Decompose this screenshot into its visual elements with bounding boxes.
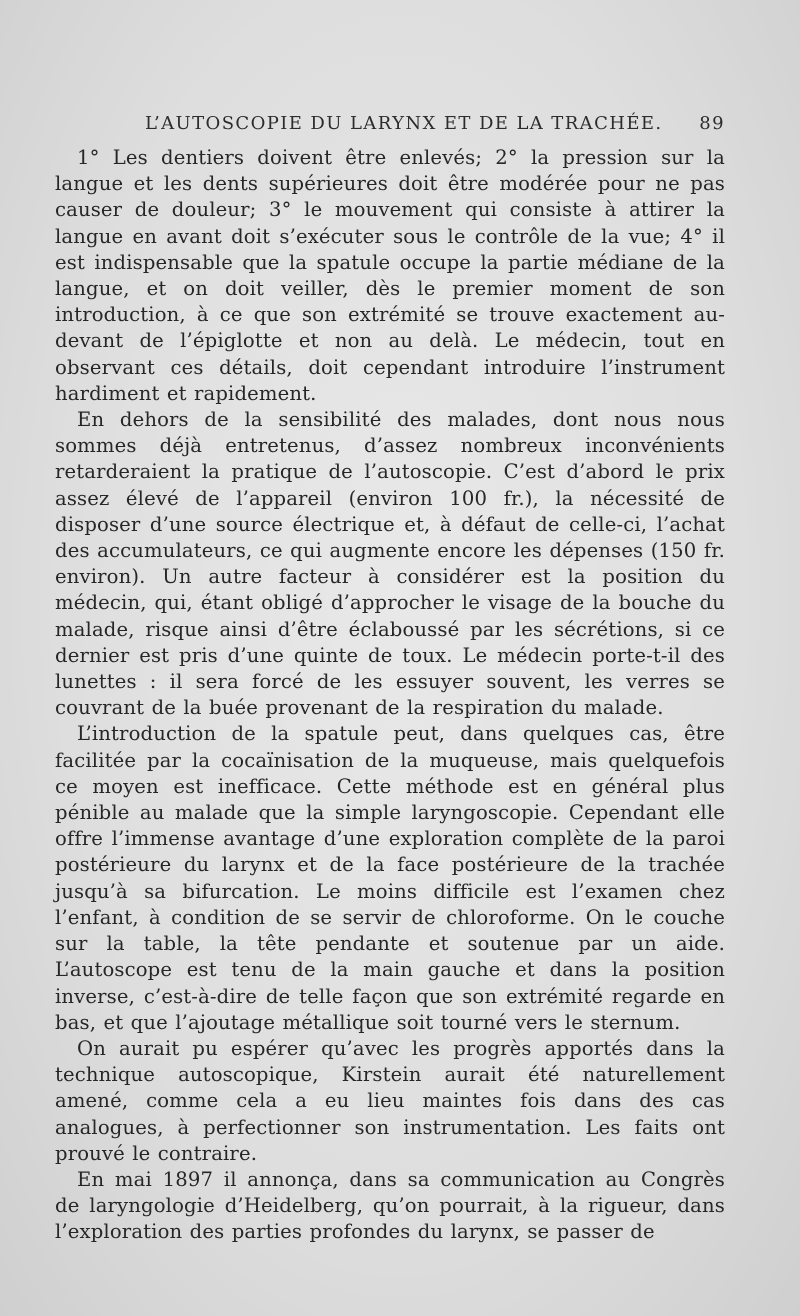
paragraph: 1° Les dentiers doivent être enlevés; 2° la pression sur la langue et les dents supérieures doit être modérée pour ne pas causer de douleur; 3° le mouvement qui consiste à attirer la langue en avant doit s’exécuter sous le contrôle de la vue; 4° il est indispensable que la spatule occupe la partie médiane de la langue, et on doit veiller, dès le premier moment de son introduction, à ce que son extrémité se trouve exactement au-devant de l’épiglotte et non au delà. Le médecin, tout en observant ces détails, doit cependant introduire l’instrument hardiment et rapidement. [55, 146, 725, 405]
page-number: 89 [699, 113, 725, 134]
paragraph: En mai 1897 il annonça, dans sa communication au Congrès de laryngologie d’Heidelberg, qu’on pourrait, à la rigueur, dans l’exploration des parties profondes du larynx, se passer de [55, 1167, 725, 1244]
paragraph: L’introduction de la spatule peut, dans quelques cas, être facilitée par la cocaïnisation de la muqueuse, mais quelquefois ce moyen est inefficace. Cette méthode est en général plus pénible au malade que la simple laryngoscopie. Cependant elle offre l’immense avantage d’une exploration complète de la paroi postérieure du larynx et de la face postérieure de la trachée jusqu’à sa bifurcation. Le moins difficile est l’examen chez l’enfant, à condition de se servir de chloroforme. On le couche sur la table, la tête pendante et soutenue par un aide. L’autoscope est tenu de la main gauche et dans la position inverse, c’est-à-dire de telle façon que son extrémité regarde en bas, et que l’ajoutage métallique soit tourné vers le sternum. [55, 722, 725, 1034]
page-header [60, 113, 725, 145]
paragraph: En dehors de la sensibilité des malades, dont nous nous sommes déjà entretenus, d’assez nombreux inconvénients retarderaient la pratique de l’autoscopie. C’est d’abord le prix assez élevé de l’appareil (environ 100 fr.), la nécessité de disposer d’une source électrique et, à défaut de celle-ci, l’achat des accumulateurs, ce qui augmente encore les dépenses (150 fr. environ). Un autre facteur à considérer est la position du médecin, qui, étant obligé d’approcher le visage de la bouche du malade, risque ainsi d’être éclaboussé par les sécrétions, si ce dernier est pris d’une quinte de toux. Le médecin porte-t-il des lunettes : il sera forcé de les essuyer souvent, les verres se couvrant de la buée provenant de la respiration du malade. [55, 408, 725, 720]
body-text [55, 145, 725, 1246]
running-title: L’AUTOSCOPIE DU LARYNX ET DE LA TRACHÉE. [145, 113, 663, 134]
paragraph: On aurait pu espérer qu’avec les progrès apportés dans la technique autoscopique, Kirstein aurait été naturellement amené, comme cela a eu lieu maintes fois dans des cas analogues, à perfectionner son instrumentation. Les faits ont prouvé le contraire. [55, 1036, 725, 1165]
